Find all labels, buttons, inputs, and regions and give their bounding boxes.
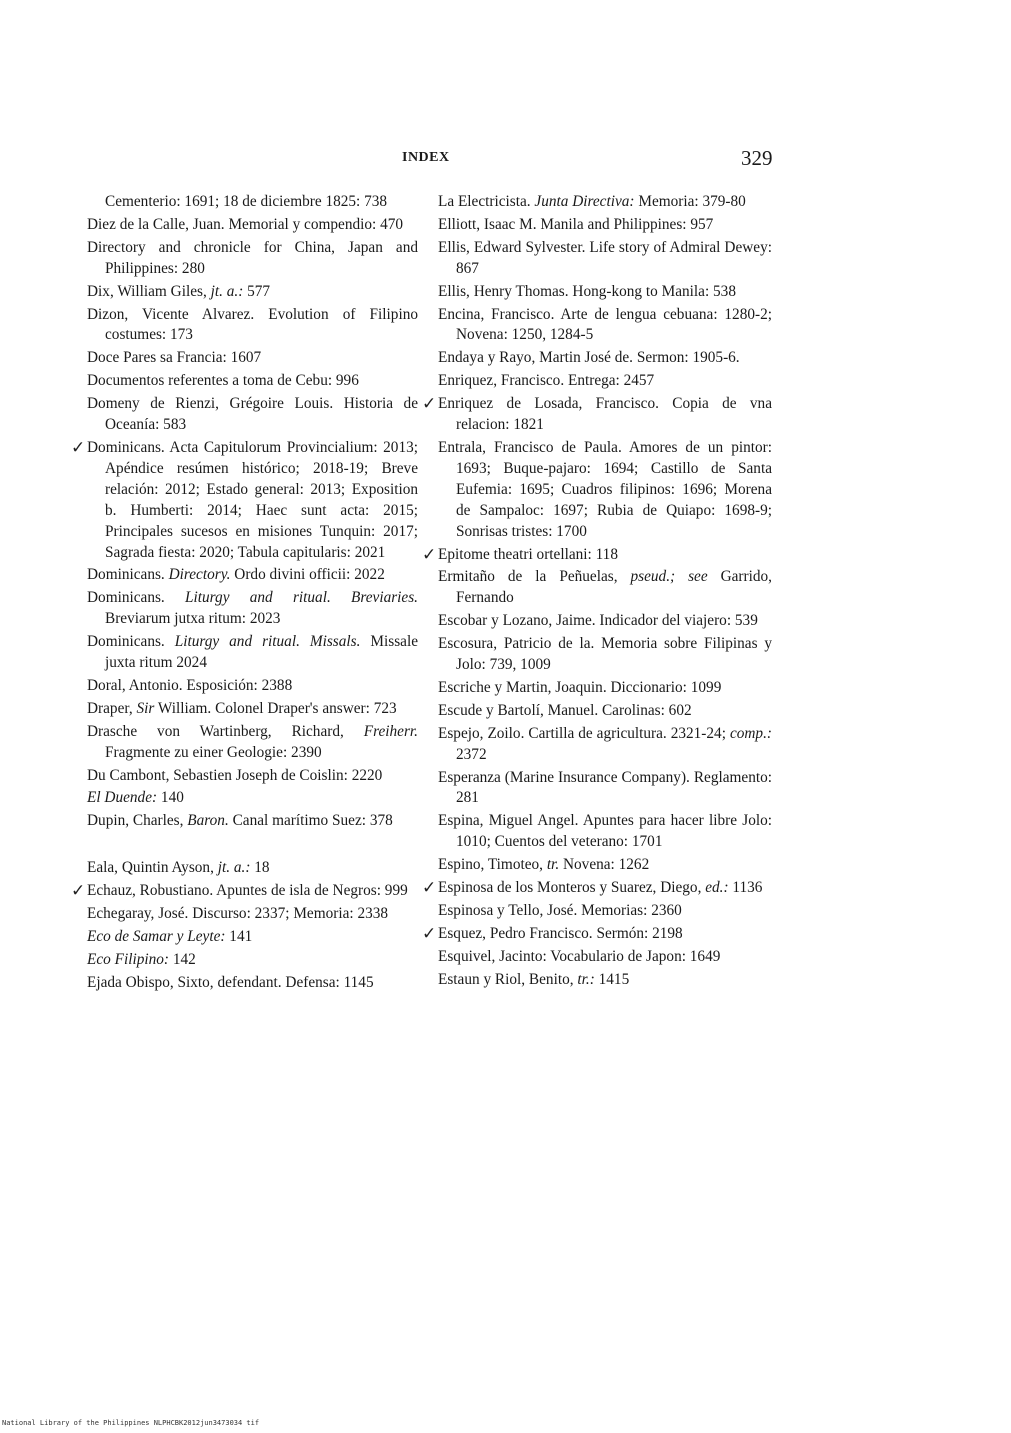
scan-footer: National Library of the Philippines NLPHCBK2012jun3473034 tif: [2, 1419, 260, 1427]
entry-text: Enriquez, Francisco. Entrega: 2457: [438, 372, 655, 390]
index-entry: [87, 215, 418, 236]
index-entry: [438, 567, 772, 609]
entry-text: Dominicans. Acta Capitulorum Provincialium: 2013; Apéndice resúmen histórico; 2018-19; Breve relación: 2012; Estado general: 2013; Exposition b. Humberti: 2014; Haec sunt acta: 2015; Principales sucesos en misiones Tunquin: 2017; Sagrada fiesta: 2020; Tabula capitularis: 2021: [87, 438, 418, 561]
index-entry: [438, 811, 772, 853]
entry-italic-text: Junta Directiva:: [534, 193, 635, 210]
entry-text: Escude y Bartolí, Manuel. Carolinas: 602: [438, 701, 692, 719]
entry-text: Escobar y Lozano, Jaime. Indicador del viajero: 539: [438, 612, 758, 630]
index-entry: [438, 970, 772, 991]
entry-italic-text: tr.: [546, 856, 560, 874]
entry-text: Garrido, Fernando: [456, 568, 772, 607]
entry-italic-text: Sir: [136, 699, 155, 717]
entry-italic-text: ed.:: [705, 879, 729, 897]
entry-text: Missale juxta ritum 2024: [105, 633, 418, 672]
index-entry: [422, 923, 772, 945]
entry-italic-text: Eco Filipino:: [87, 950, 169, 968]
entry-text: Estaun y Riol, Benito,: [438, 970, 578, 988]
index-column-right: [422, 192, 772, 993]
entry-text: Escosura, Patricio de la. Memoria sobre Filipinas y Jolo: 739, 1009: [438, 635, 772, 674]
entry-text: Ellis, Edward Sylvester. Life story of Admiral Dewey: 867: [438, 238, 772, 277]
index-entry: [438, 238, 772, 280]
entry-text: 142: [169, 950, 196, 968]
check-mark-icon: ✓: [71, 437, 86, 457]
entry-text: Directory and chronicle for China, Japan and Philippines: 280: [87, 238, 418, 277]
entry-text: Memoria: 379-80: [634, 193, 746, 210]
entry-text: Dominicans.: [87, 633, 175, 651]
index-entry: [87, 305, 418, 347]
entry-text: Echauz, Robustiano. Apuntes de isla de Negros: 999: [87, 882, 408, 900]
index-entry: [87, 927, 418, 948]
entry-italic-text: Liturgy and ritual. Missals.: [174, 633, 361, 651]
entry-text: Dupin, Charles,: [87, 812, 188, 830]
index-entry: [87, 192, 418, 213]
index-entry: [87, 904, 418, 925]
entry-text: Documentos referentes a toma de Cebu: 996: [87, 372, 359, 390]
index-entry: [438, 611, 772, 632]
index-entry: [87, 238, 418, 280]
entry-text: Elliott, Isaac M. Manila and Philippines: 957: [438, 215, 714, 233]
index-entry: [87, 588, 418, 630]
entry-text: Dix, William Giles,: [87, 282, 211, 300]
entry-text: 1136: [728, 879, 763, 897]
entry-text: 577: [243, 282, 271, 300]
entry-text: Enriquez de Losada, Francisco. Copia de vna relacion: 1821: [438, 395, 772, 434]
entry-text: Esperanza (Marine Insurance Company). Reglamento: 281: [438, 768, 772, 807]
index-entry: [71, 437, 418, 563]
entry-italic-text: jt. a.:: [210, 282, 244, 300]
entry-text: Drasche von Wartinberg, Richard,: [87, 722, 364, 740]
entry-text: 18: [250, 859, 270, 877]
entry-text: Du Cambont, Sebastien Joseph de Coislin: 2220: [87, 766, 383, 784]
entry-italic-text: Liturgy and ritual. Breviaries.: [185, 589, 419, 607]
entry-text: Draper,: [87, 699, 137, 717]
entry-text: Ordo divini officii: 2022: [230, 566, 385, 584]
index-entry: [87, 371, 418, 392]
index-entry: [438, 348, 772, 369]
entry-text: William. Colonel Draper's answer: 723: [154, 699, 397, 717]
index-entry: [87, 973, 418, 994]
index-entry: [438, 438, 772, 543]
entry-text: Doral, Antonio. Esposición: 2388: [87, 676, 293, 694]
entry-text: Ellis, Henry Thomas. Hong-kong to Manila: 538: [438, 282, 736, 300]
index-entry: [438, 305, 772, 347]
index-entry: [438, 701, 772, 722]
index-entry: [87, 788, 418, 809]
running-head: [0, 146, 1011, 176]
check-mark-icon: ✓: [422, 394, 437, 414]
entry-italic-text: El Duende:: [87, 789, 158, 807]
entry-italic-text: jt. a.:: [217, 859, 251, 877]
check-mark-icon: ✓: [422, 878, 437, 898]
index-entry: [87, 565, 418, 586]
entry-text: Endaya y Rayo, Martin José de. Sermon: 1905-6.: [438, 349, 740, 367]
index-entry: [438, 947, 772, 968]
index-entry: [87, 676, 418, 697]
entry-text: Dominicans.: [87, 566, 169, 584]
entry-text: Dizon, Vicente Alvarez. Evolution of Filipino costumes: 173: [87, 305, 418, 344]
index-entry: [438, 215, 772, 236]
index-entry: [438, 192, 772, 213]
index-entry: [87, 811, 418, 832]
entry-text: Novena: 1262: [559, 856, 650, 874]
entry-italic-text: comp.:: [729, 724, 772, 742]
index-entry: [438, 768, 772, 810]
entry-text: Espinosa de los Monteros y Suarez, Diego,: [438, 879, 706, 897]
index-entry: [87, 722, 418, 764]
entry-text: Entrala, Francisco de Paula. Amores de un pintor: 1693; Buque-pajaro: 1694; Castillo de Santa Eufemia: 1695; Cuadros filipinos: 1696; Morena de Sampaloc: 1697; Rubia de Quiapo: 1698-9; Sonrisas tristes: 1700: [438, 438, 772, 540]
entry-text: Dominicans.: [87, 589, 186, 607]
index-entry: [422, 878, 772, 899]
index-entry: [87, 766, 418, 787]
entry-italic-text: Directory.: [168, 566, 231, 584]
entry-text: Doce Pares sa Francia: 1607: [87, 349, 262, 367]
entry-text: Escriche y Martin, Joaquin. Diccionario: 1099: [438, 678, 722, 696]
entry-text: 1415: [594, 970, 630, 988]
entry-text: 140: [157, 789, 184, 807]
entry-text: La Electricista.: [438, 193, 535, 210]
entry-italic-text: pseud.; see: [630, 568, 708, 586]
index-entry: [438, 634, 772, 676]
entry-text: Ejada Obispo, Sixto, defendant. Defensa: 1145: [87, 973, 374, 991]
entry-text: Espinosa y Tello, José. Memorias: 2360: [438, 902, 682, 919]
index-entry: [87, 394, 418, 436]
index-column-left: [71, 192, 419, 996]
index-entry: [438, 855, 772, 876]
check-mark-icon: ✓: [71, 881, 86, 901]
index-entry: [438, 282, 772, 303]
entry-text: Esquivel, Jacinto: Vocabulario de Japon: 1649: [438, 947, 721, 965]
entry-text: Eala, Quintin Ayson,: [87, 859, 218, 877]
index-entry: [87, 348, 418, 369]
entry-italic-text: Baron.: [187, 812, 229, 830]
entry-text: Espejo, Zoilo. Cartilla de agricultura. 2321-24;: [438, 724, 730, 742]
index-entry: [422, 394, 772, 436]
entry-text: Fragmente zu einer Geologie: 2390: [105, 743, 322, 761]
entry-text: Ermitaño de la Peñuelas,: [438, 568, 631, 586]
index-entry: [87, 282, 418, 303]
entry-italic-text: tr.:: [577, 970, 595, 988]
entry-text: Epitome theatri ortellani: 118: [438, 545, 618, 563]
index-entry: [422, 544, 772, 566]
entry-text: 141: [225, 928, 253, 945]
index-entry: [71, 881, 418, 902]
entry-text: Breviarum jutxa ritum: 2023: [105, 610, 281, 628]
index-entry: [87, 950, 418, 971]
entry-text: Diez de la Calle, Juan. Memorial y compendio: 470: [87, 215, 404, 233]
entry-text: Esquez, Pedro Francisco. Sermón: 2198: [438, 924, 683, 942]
index-entry: [438, 724, 772, 766]
entry-text: Echegaray, José. Discurso: 2337; Memoria: 2338: [87, 905, 389, 923]
entry-text: Cementerio: 1691; 18 de diciembre 1825: 738: [105, 193, 388, 210]
index-entry: [438, 678, 772, 699]
check-mark-icon: ✓: [422, 923, 437, 943]
entry-text: Domeny de Rienzi, Grégoire Louis. Historia de Oceanía: 583: [87, 395, 418, 434]
entry-italic-text: Eco de Samar y Leyte:: [87, 928, 226, 945]
entry-text: Espino, Timoteo,: [438, 856, 547, 874]
index-entry: [87, 632, 418, 674]
entry-text: Canal marítimo Suez: 378: [228, 812, 393, 830]
running-head-title: INDEX: [402, 150, 450, 165]
index-entry: [438, 901, 772, 922]
entry-text: Encina, Francisco. Arte de lengua cebuana: 1280-2; Novena: 1250, 1284-5: [438, 305, 772, 344]
index-entry: [87, 699, 418, 720]
page-number: 329: [741, 146, 773, 170]
entry-italic-text: Freiherr.: [363, 722, 418, 740]
index-entry: [87, 858, 418, 879]
entry-text: 2372: [456, 745, 487, 763]
check-mark-icon: ✓: [422, 544, 437, 564]
entry-text: Espina, Miguel Angel. Apuntes para hacer libre Jolo: 1010; Cuentos del veterano: 1701: [438, 812, 772, 851]
index-entry: [438, 371, 772, 392]
